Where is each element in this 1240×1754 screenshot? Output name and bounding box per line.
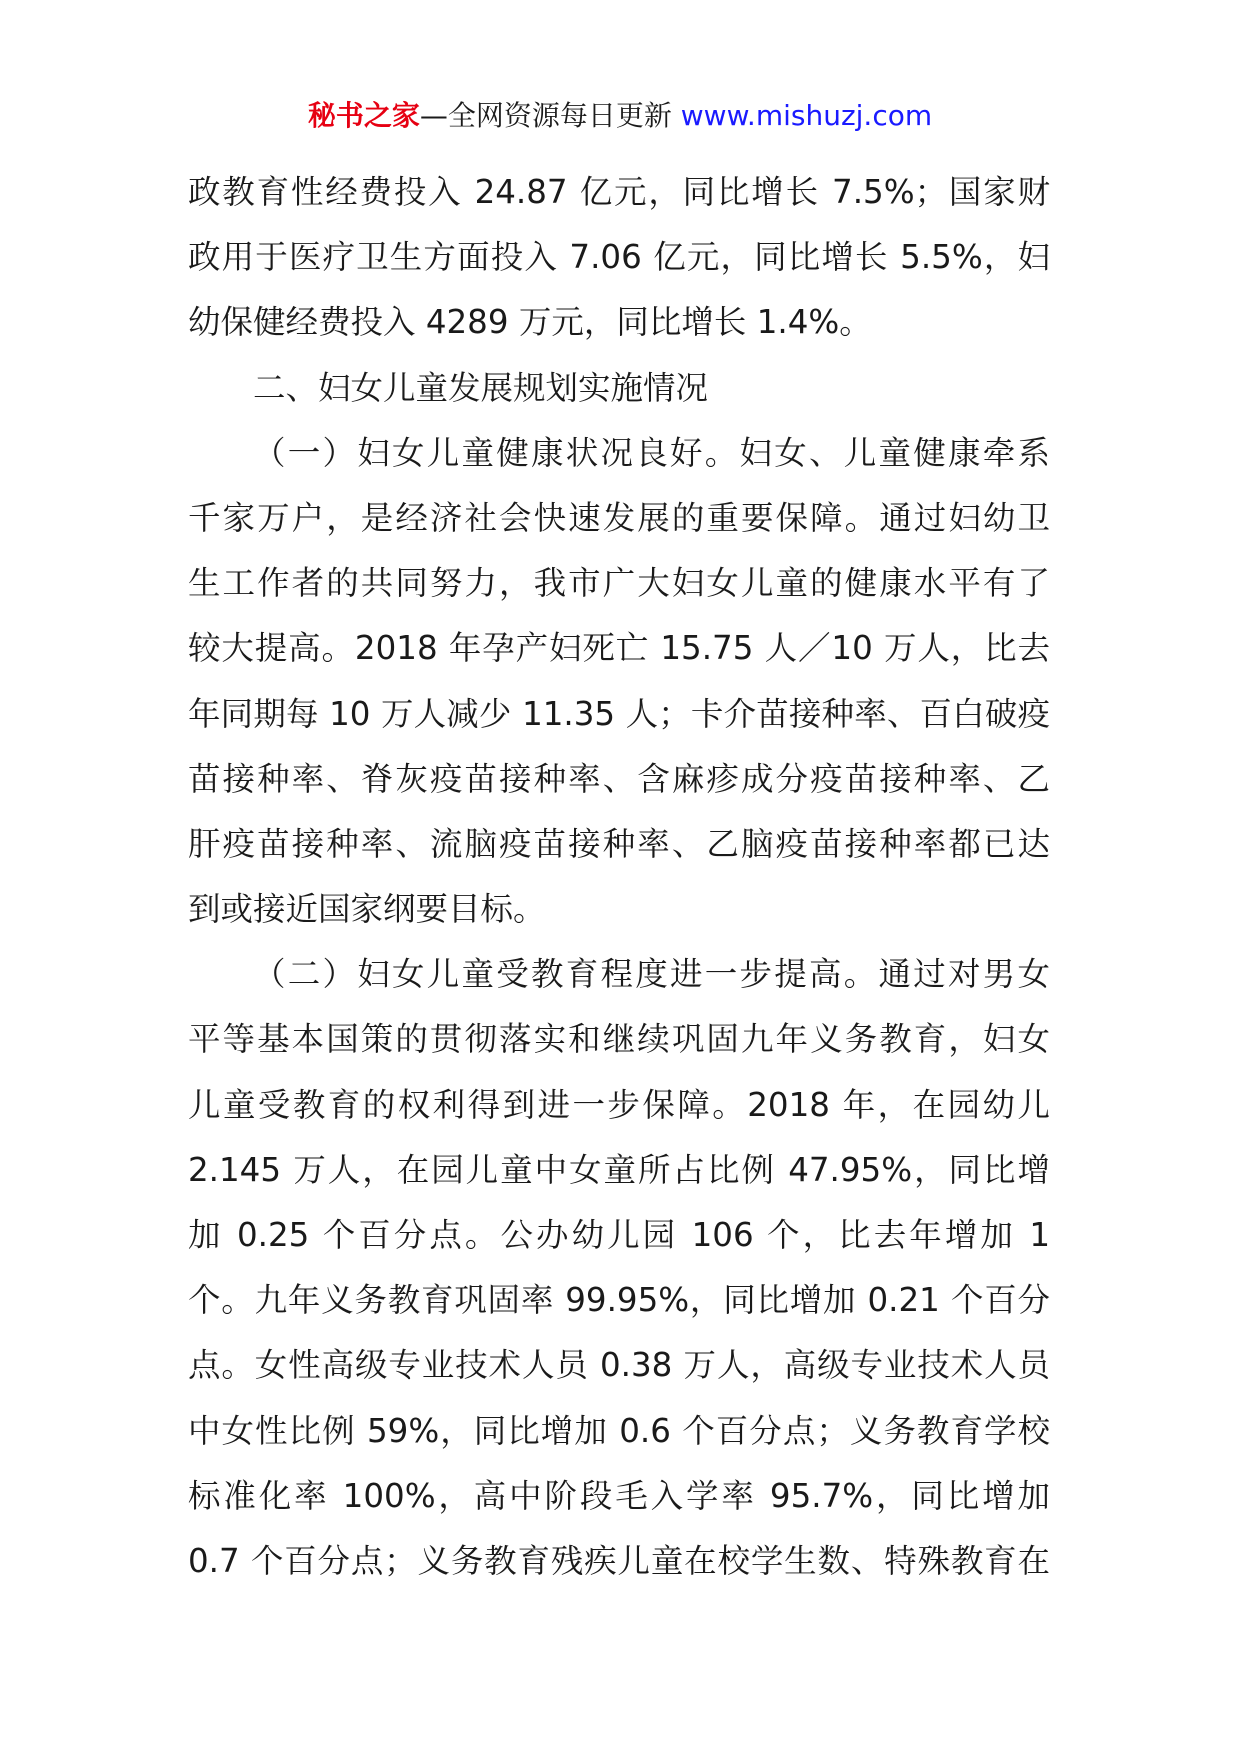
body-line: 肝疫苗接种率、流脑疫苗接种率、乙脑疫苗接种率都已达 <box>188 824 1050 863</box>
body-line: 个。九年义务教育巩固率 99.95%，同比增加 0.21 个百分 <box>188 1281 1050 1320</box>
body-line: 到或接近国家纲要目标。 <box>188 890 546 929</box>
body-line: 年同期每 10 万人减少 11.35 人；卡介苗接种率、百白破疫 <box>188 694 1050 733</box>
body-line: 点。女性高级专业技术人员 0.38 万人，高级专业技术人员 <box>188 1346 1050 1385</box>
body-line: 较大提高。2018 年孕产妇死亡 15.75 人／10 万人，比去 <box>188 629 1050 668</box>
document-body <box>188 160 1050 1594</box>
page-header <box>0 96 1240 136</box>
body-line: 政教育性经费投入 24.87 亿元，同比增长 7.5%；国家财 <box>188 173 1050 211</box>
body-line: 生工作者的共同努力，我市广大妇女儿童的健康水平有了 <box>188 564 1050 603</box>
body-line: （一）妇女儿童健康状况良好。妇女、儿童健康牵系 <box>253 433 1050 472</box>
body-line: 0.7 个百分点；义务教育残疾儿童在校学生数、特殊教育在 <box>188 1541 1050 1580</box>
section-heading: 二、妇女儿童发展规划实施情况 <box>253 368 709 407</box>
body-line: 儿童受教育的权利得到进一步保障。2018 年，在园幼儿 <box>188 1085 1050 1124</box>
brand-name: 秘书之家 <box>307 99 420 132</box>
body-line: 平等基本国策的贯彻落实和继续巩固九年义务教育，妇女 <box>188 1020 1050 1059</box>
body-line: 政用于医疗卫生方面投入 7.06 亿元，同比增长 5.5%，妇 <box>188 238 1050 277</box>
site-link[interactable]: www.mishuzj.com <box>680 99 933 132</box>
body-line: （二）妇女儿童受教育程度进一步提高。通过对男女 <box>253 955 1050 994</box>
body-line: 标准化率 100%，高中阶段毛入学率 95.7%，同比增加 <box>188 1476 1050 1515</box>
header-tagline: —全网资源每日更新 <box>419 99 681 132</box>
body-line: 苗接种率、脊灰疫苗接种率、含麻疹成分疫苗接种率、乙 <box>188 759 1050 798</box>
body-line: 加 0.25 个百分点。公办幼儿园 106 个，比去年增加 1 <box>188 1216 1050 1254</box>
body-line: 千家万户，是经济社会快速发展的重要保障。通过妇幼卫 <box>188 498 1050 537</box>
body-line: 中女性比例 59%，同比增加 0.6 个百分点；义务教育学校 <box>188 1411 1050 1450</box>
body-line: 幼保健经费投入 4289 万元，同比增长 1.4%。 <box>188 303 872 342</box>
body-line: 2.145 万人，在园儿童中女童所占比例 47.95%，同比增 <box>188 1150 1050 1189</box>
